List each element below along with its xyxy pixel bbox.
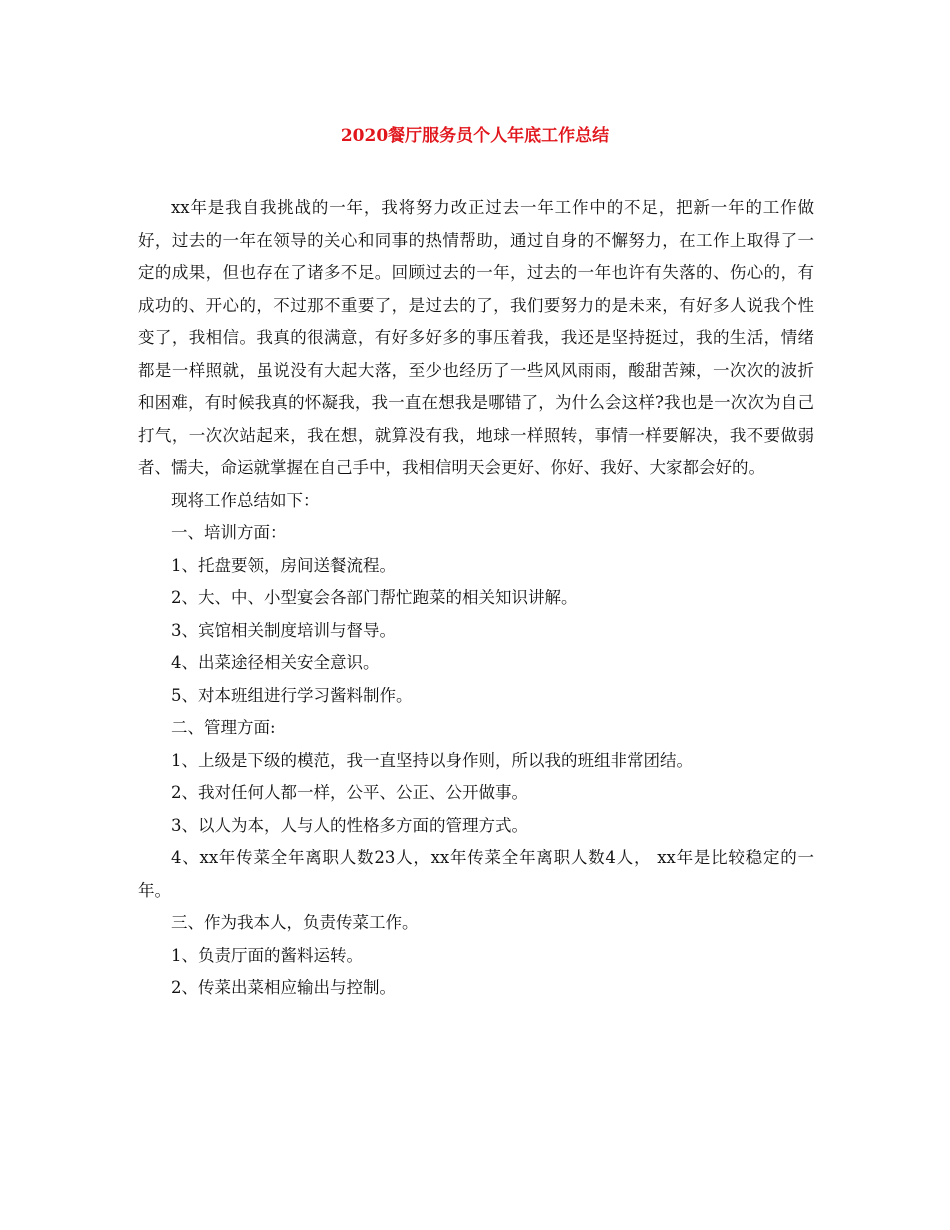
list-item: 5、对本班组进行学习酱料制作。: [171, 685, 413, 705]
section-heading-management: 二、管理方面:: [171, 718, 276, 737]
list-item: 1、托盘要领，房间送餐流程。: [171, 555, 396, 575]
document-title: 2020餐厅服务员个人年底工作总结: [340, 126, 610, 146]
document-body: [138, 192, 814, 1005]
list-item: 4、xx年传菜全年离职人数23人，xx年传菜全年离职人数4人， xx年是比较稳定的一年。: [138, 848, 814, 900]
list-item: 4、出菜途径相关安全意识。: [171, 653, 380, 672]
list-item: 1、上级是下级的模范，我一直坚持以身作则，所以我的班组非常团结。: [171, 750, 693, 770]
list-item: 2、我对任何人都一样，公平、公正、公开做事。: [171, 783, 528, 802]
list-item: 3、以人为本，人与人的性格多方面的管理方式。: [171, 815, 528, 835]
intro-paragraph: xx年是我自我挑战的一年，我将努力改正过去一年工作中的不足，把新一年的工作做好，过去的一年在领导的关心和同事的热情帮助，通过自身的不懈努力，在工作上取得了一定的成果，但也存在了诸多不足。回顾过去的一年，过去的一年也许有失落的、伤心的，有成功的、开心的，不过那不重要了，是过去的了，我们要努力的是未来，有好多人说我个性变了，我相信。我真的很满意，有好多好多的事压着我，我还是坚持挺过，我的生活，情绪都是一样照就，虽说没有大起大落，至少也经历了一些风风雨雨，酸甜苦辣，一次次的波折和困难，有时候我真的怀凝我，我一直在想我是哪错了，为什么会这样?我也是一次次为自己打气，一次次站起来，我在想，就算没有我，地球一样照转，事情一样要解决，我不要做弱者、懦夫，命运就掌握在自己手中，我相信明天会更好、你好、我好、大家都会好的。: [138, 198, 814, 477]
summary-intro: 现将工作总结如下：: [171, 490, 320, 510]
section-heading-personal: 三、作为我本人，负责传菜工作。: [171, 913, 419, 932]
list-item: 1、负责厅面的酱料运转。: [171, 945, 363, 965]
list-item: 2、传菜出菜相应输出与控制。: [171, 978, 396, 997]
list-item: 3、宾馆相关制度培训与督导。: [171, 620, 396, 640]
section-heading-training: 一、培训方面：: [171, 523, 287, 542]
list-item: 2、大、中、小型宴会各部门帮忙跑菜的相关知识讲解。: [171, 588, 578, 607]
